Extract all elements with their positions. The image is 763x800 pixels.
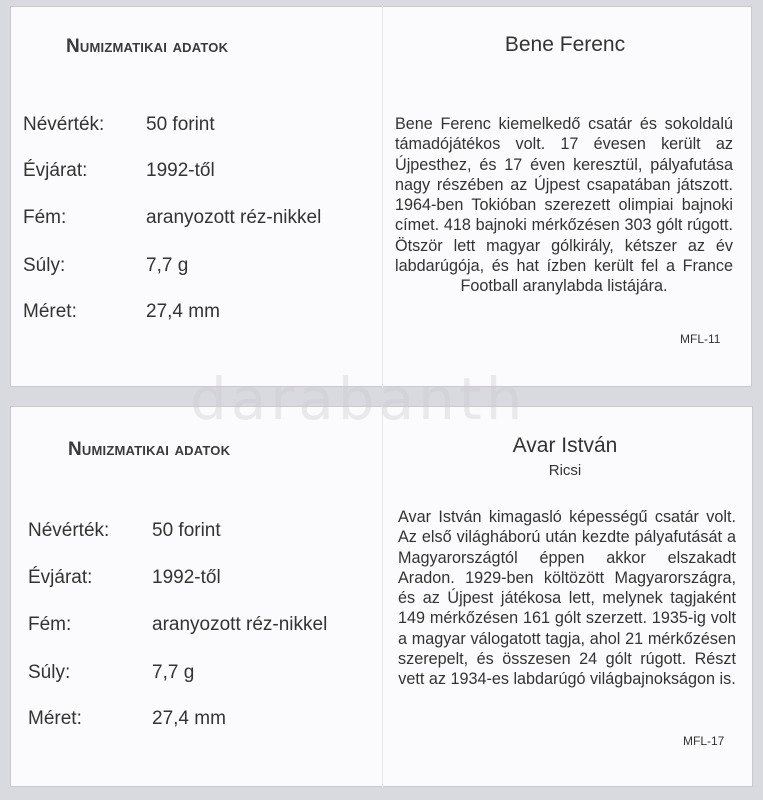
player-biography: Avar István kimagasló képességű csatár volt. Az első világháború után kezdte pályafutását a Magyarországtól éppen akkor elszakadt Aradon. 1929-ben költözött Magyarországra, és az Újpest játékosa lett, melynek tagjaként 149 mérkőzésen 161 gólt szerzett. 1935-ig volt a magyar válogatott tagja, ahol 21 mérkőzésen szerepelt, és összesen 24 gólt rúgott. Részt vett az 1934-es labdarúgó világbajnokságon is. (398, 508, 736, 689)
spec-value: 27,4 mm (146, 301, 220, 322)
watermark: darabanth (190, 365, 527, 433)
spec-label: Fém: (28, 614, 72, 635)
spec-value: 1992-től (146, 160, 215, 181)
spec-label: Súly: (28, 662, 71, 683)
player-nickname: Ricsi (548, 462, 582, 479)
card-divider (382, 6, 383, 387)
numismatic-data-title: Numizmatikai adatok (68, 439, 231, 460)
spec-label: Méret: (28, 708, 82, 729)
spec-value: 7,7 g (152, 662, 195, 683)
spec-value: 7,7 g (146, 255, 189, 276)
player-name: Avar István (512, 434, 618, 457)
spec-value: 27,4 mm (152, 708, 226, 729)
spec-value: aranyozott réz-nikkel (146, 207, 322, 228)
spec-label: Névérték: (23, 114, 105, 135)
card-code: MFL-17 (683, 734, 725, 748)
coin-info-card-bene (10, 6, 752, 387)
spec-value: 1992-től (152, 567, 221, 588)
spec-label: Súly: (23, 255, 66, 276)
coin-info-card-avar (10, 406, 753, 787)
spec-label: Méret: (23, 301, 77, 322)
player-name: Bene Ferenc (504, 33, 626, 56)
spec-label: Névérték: (28, 520, 110, 541)
card-code: MFL-11 (680, 332, 721, 346)
spec-label: Évjárat: (23, 160, 88, 181)
spec-value: aranyozott réz-nikkel (152, 614, 328, 635)
spec-value: 50 forint (146, 114, 215, 135)
numismatic-data-title: Numizmatikai adatok (66, 36, 229, 57)
player-biography: Bene Ferenc kiemelkedő csatár és sokoldalú támadójátékos volt. 17 évesen került az Újpesthez, és 17 éven keresztül, pályafutása nagy részében az Újpest csapatában játszott. 1964-ben Tokióban szerezett olimpiai bajnoki címet. 418 bajnoki mérkőzésen 303 gólt rúgott. Ötször lett magyar gólkirály, kétszer az év labdarúgója, és hat ízben került fel a France Football aranylabda listájára. (395, 115, 733, 296)
spec-label: Évjárat: (28, 567, 93, 588)
spec-label: Fém: (23, 207, 67, 228)
spec-value: 50 forint (152, 520, 221, 541)
card-divider (382, 406, 383, 787)
